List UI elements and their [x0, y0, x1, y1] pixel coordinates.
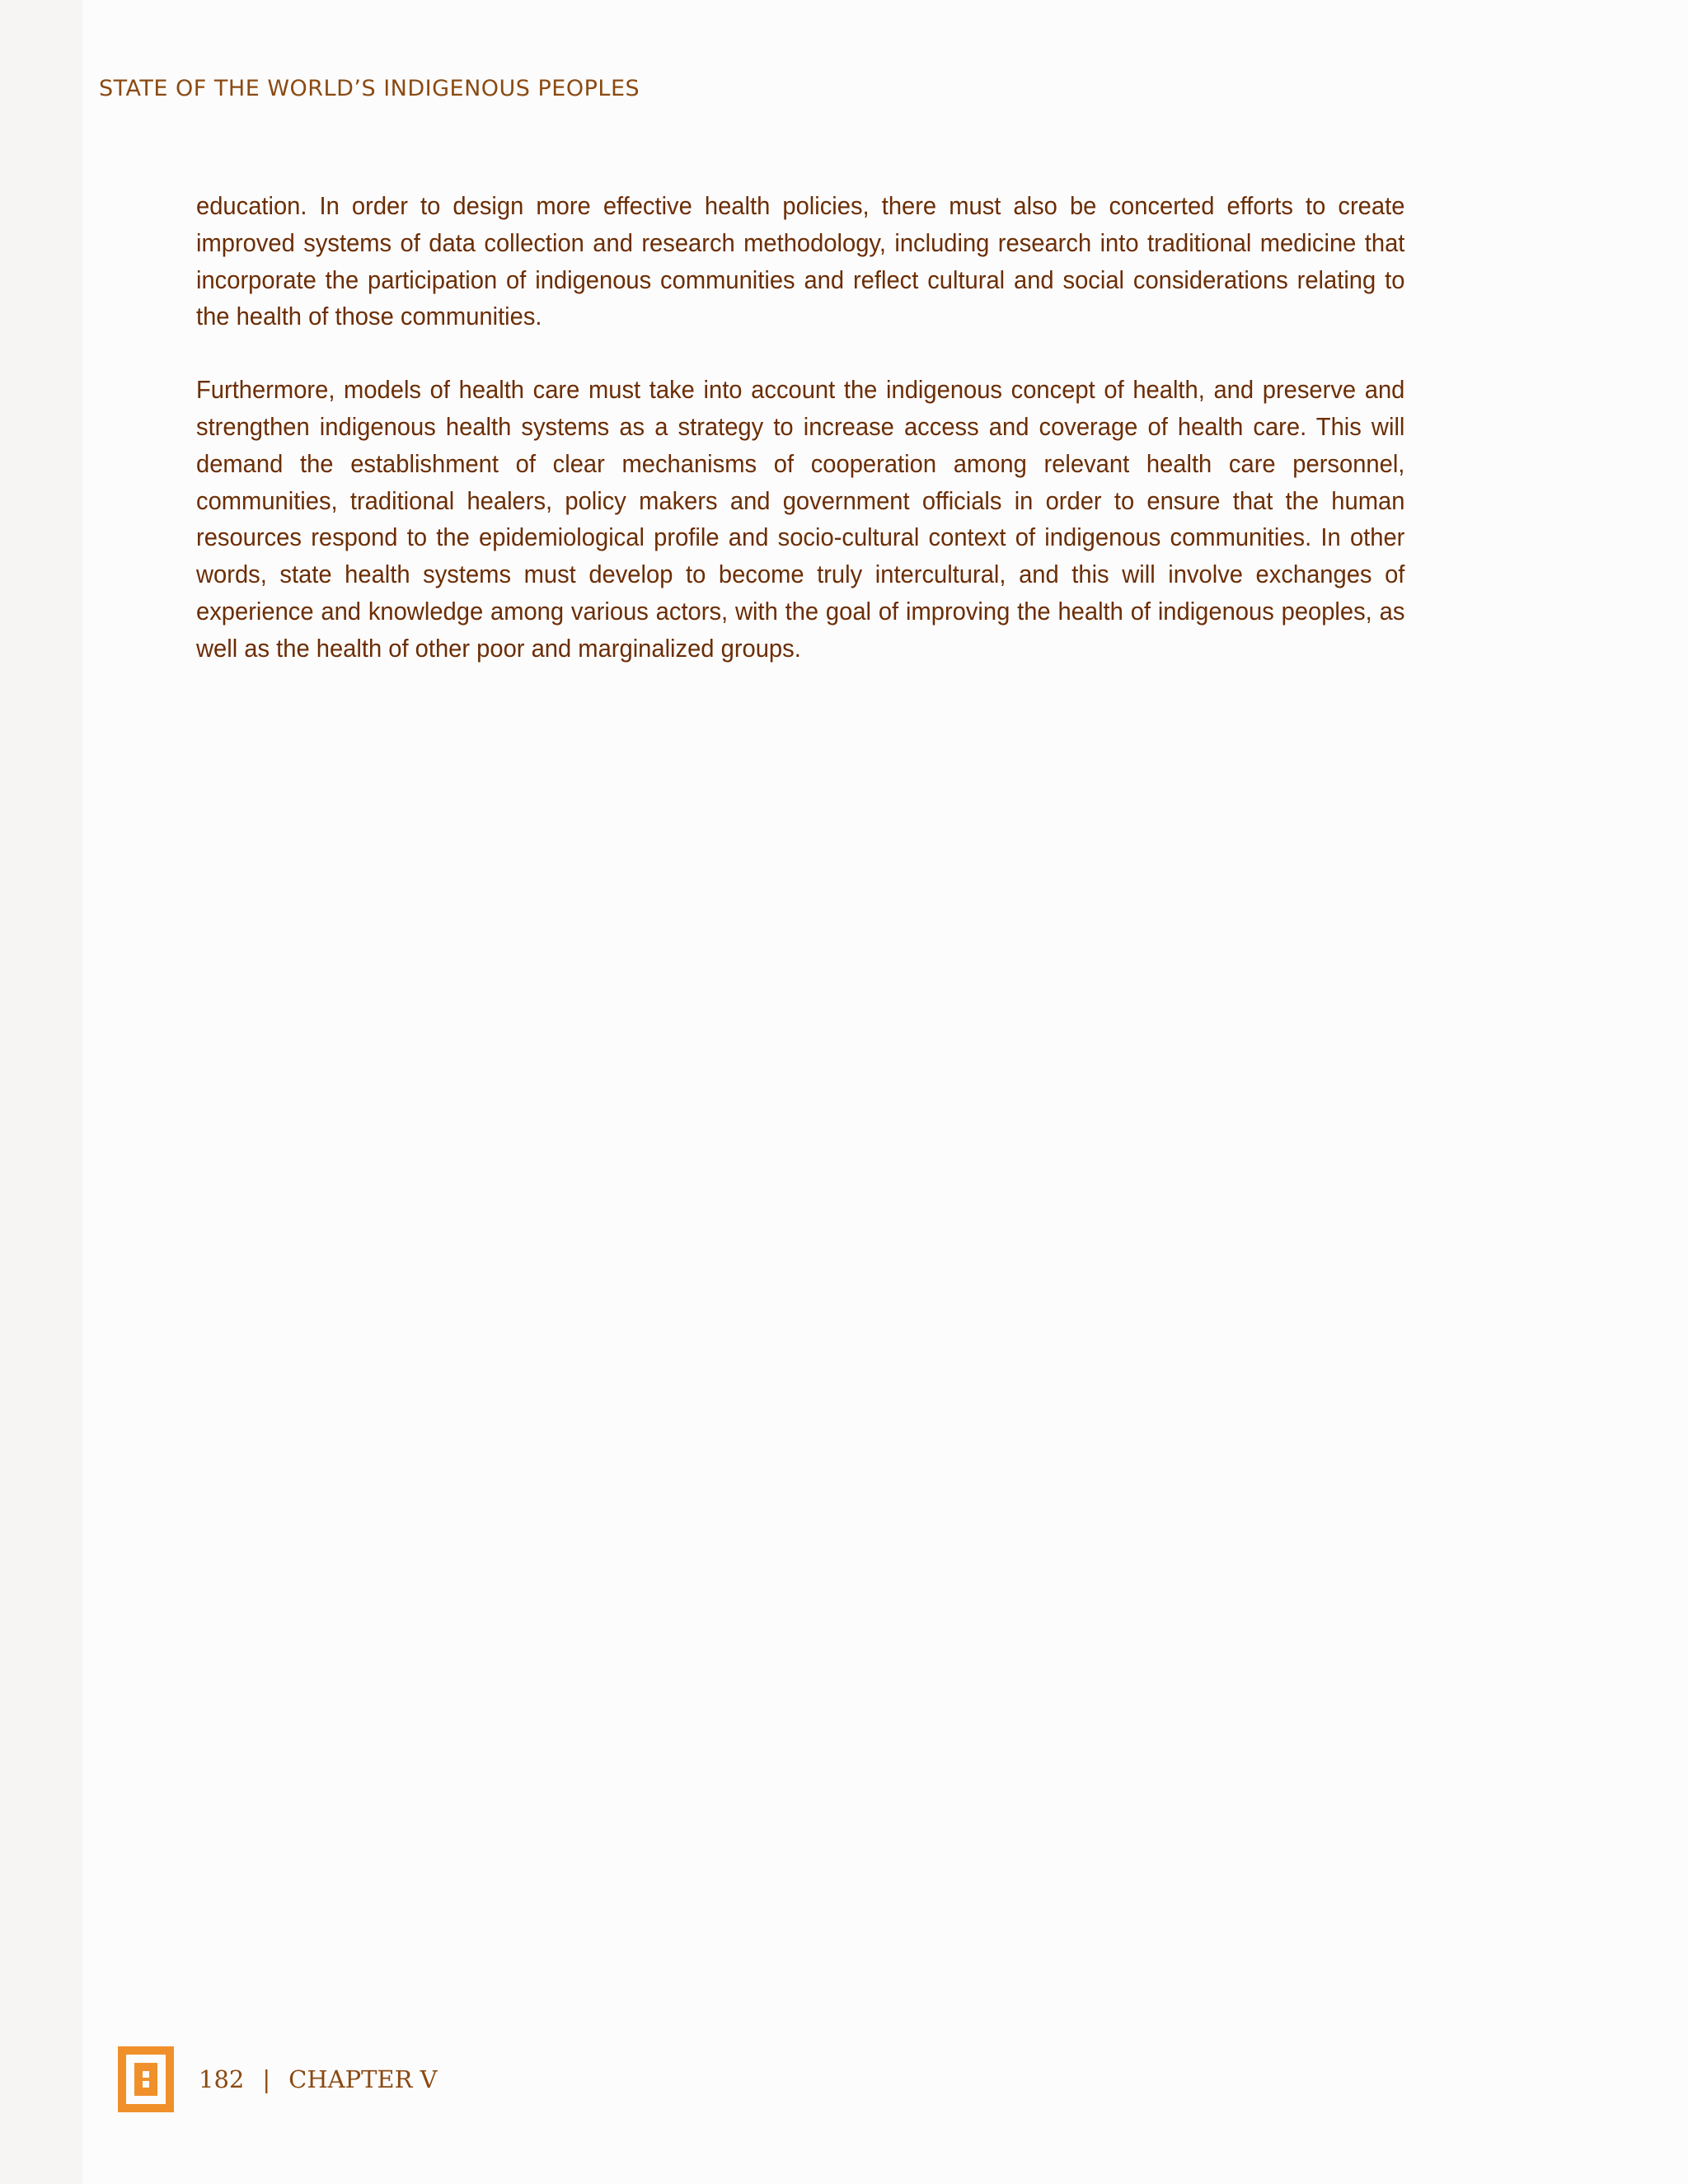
paragraph: education. In order to design more effective health policies, there must also be concerted efforts to create improved systems of data collection and research methodology, including research into traditional medicine that incorporate the participation of indigenous communities and reflect cultural and social considerations relating to the health of those communities. [196, 191, 1405, 331]
page-footer [118, 2046, 438, 2112]
body-text [196, 188, 1404, 704]
page-number: 182 [199, 2065, 245, 2093]
paragraph: Furthermore, models of health care must take into account the indigenous concept of health, and preserve and strengthen indigenous health systems as a strategy to increase access and coverage of health care. This will demand the establishment of clear mechanisms of cooperation among relevant health care personnel, communities, traditional healers, policy makers and government officials in order to ensure that the human resources respond to the epidemiological profile and socio-cultural context of indigenous communities. In other words, state health systems must develop to become truly intercultural, and this will involve exchanges of experience and knowledge among various actors, with the goal of improving the health of indigenous peoples, as well as the health of other poor and marginalized groups. [196, 375, 1405, 663]
running-header: STATE OF THE WORLD’S INDIGENOUS PEOPLES [99, 76, 640, 101]
greek-key-spiral-icon [118, 2046, 174, 2112]
chapter-label: CHAPTER V [288, 2065, 438, 2093]
footer-separator: | [262, 2065, 271, 2093]
footer-label [199, 2065, 438, 2093]
